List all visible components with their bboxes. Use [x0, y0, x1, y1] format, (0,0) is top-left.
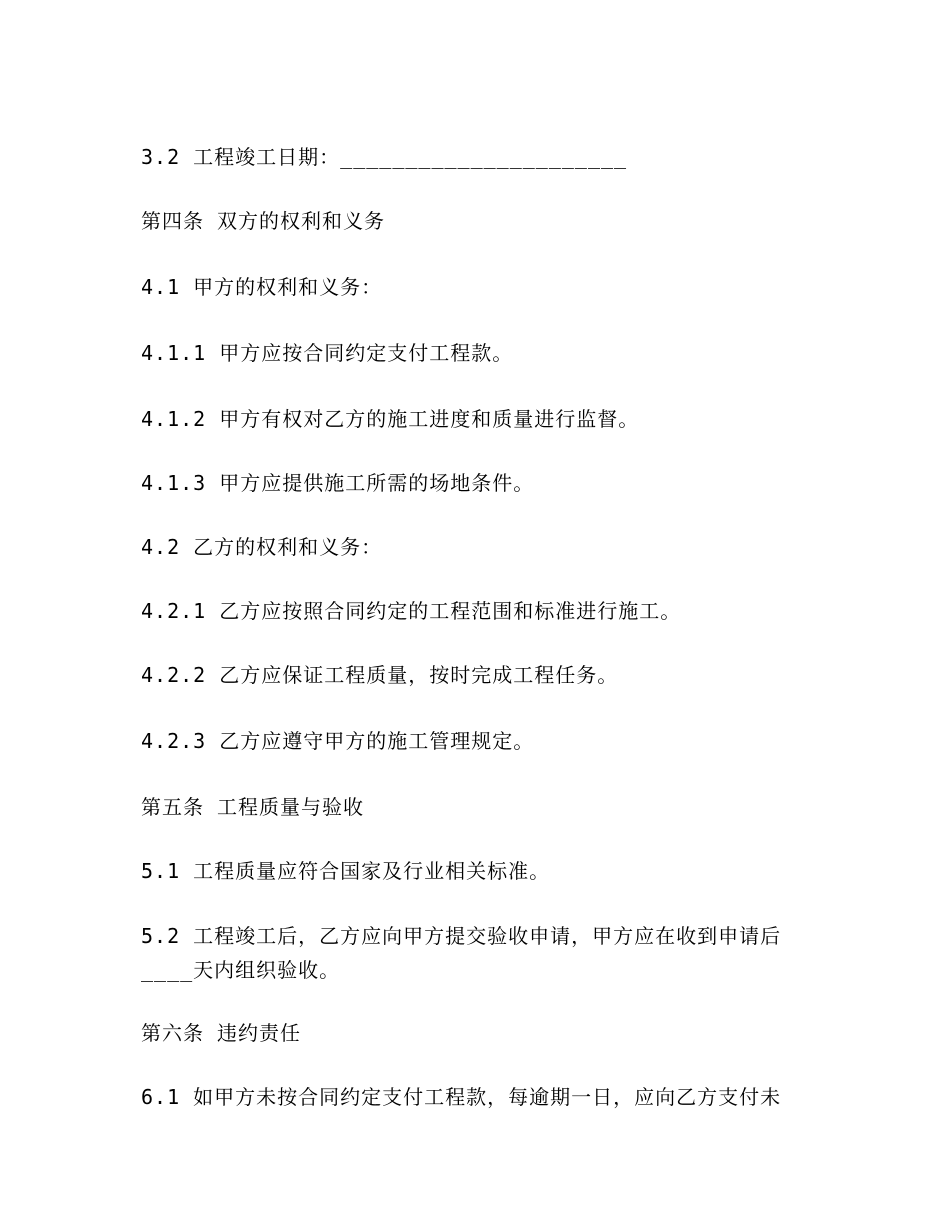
clause-4-2-2: 4.2.2 乙方应保证工程质量，按时完成工程任务。 — [141, 663, 619, 687]
clause-5-1: 5.1 工程质量应符合国家及行业相关标准。 — [141, 859, 551, 883]
clause-3-2-completion-date: 3.2 工程竣工日期：______________________ — [141, 145, 628, 169]
article-4-heading: 第四条 双方的权利和义务 — [141, 209, 386, 233]
clause-5-2-line-2: ____天内组织验收。 — [141, 958, 341, 982]
clause-4-1: 4.1 甲方的权利和义务： — [141, 275, 383, 299]
clause-4-2-3: 4.2.3 乙方应遵守甲方的施工管理规定。 — [141, 729, 535, 753]
clause-4-2: 4.2 乙方的权利和义务： — [141, 535, 383, 559]
article-6-heading: 第六条 违约责任 — [141, 1021, 302, 1045]
article-5-heading: 第五条 工程质量与验收 — [141, 795, 365, 819]
clause-4-2-1: 4.2.1 乙方应按照合同约定的工程范围和标准进行施工。 — [141, 599, 682, 623]
clause-4-1-3: 4.1.3 甲方应提供施工所需的场地条件。 — [141, 471, 535, 495]
clause-5-2-line-1: 5.2 工程竣工后，乙方应向甲方提交验收申请，甲方应在收到申请后 — [141, 924, 782, 948]
clause-4-1-2: 4.1.2 甲方有权对乙方的施工进度和质量进行监督。 — [141, 407, 640, 431]
clause-4-1-1: 4.1.1 甲方应按合同约定支付工程款。 — [141, 341, 514, 365]
clause-6-1: 6.1 如甲方未按合同约定支付工程款，每逾期一日，应向乙方支付未 — [141, 1085, 782, 1109]
